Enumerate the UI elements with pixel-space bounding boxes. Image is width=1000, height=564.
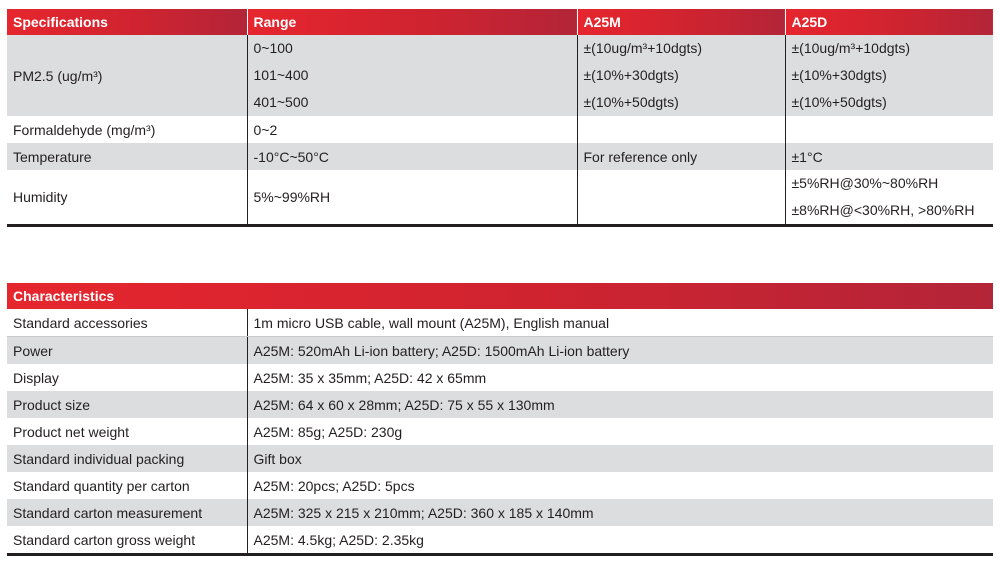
- characteristics-table: [7, 283, 993, 556]
- char-value: A25M: 85g; A25D: 230g: [247, 418, 993, 445]
- spec-row-pm25: [7, 35, 993, 116]
- char-label: Power: [7, 337, 247, 365]
- char-row-net-weight: [7, 418, 993, 445]
- spec-a25m-formaldehyde: [577, 116, 785, 143]
- spec-row-formaldehyde: [7, 116, 993, 143]
- spec-label-temperature: Temperature: [7, 143, 247, 170]
- spec-range-temperature: -10°C~50°C: [247, 143, 577, 170]
- char-label: Standard accessories: [7, 309, 247, 337]
- char-row-gross-weight: [7, 526, 993, 555]
- range-value: 401~500: [253, 94, 309, 110]
- char-value: A25M: 20pcs; A25D: 5pcs: [247, 472, 993, 499]
- char-value: A25M: 35 x 35mm; A25D: 42 x 65mm: [247, 364, 993, 391]
- specifications-header-row: [7, 9, 993, 35]
- spec-a25m-humidity: [577, 170, 785, 226]
- char-label: Standard individual packing: [7, 445, 247, 472]
- spec-label-pm25: PM2.5 (ug/m³): [7, 35, 247, 116]
- accuracy-value: ±(10ug/m³+10dgts): [583, 40, 703, 56]
- char-value: A25M: 520mAh Li-ion battery; A25D: 1500mAh Li-ion battery: [247, 337, 993, 365]
- char-label: Product net weight: [7, 418, 247, 445]
- header-a25d: A25D: [785, 9, 993, 35]
- accuracy-value: ±(10%+30dgts): [791, 67, 887, 83]
- spec-row-humidity: [7, 170, 993, 226]
- char-row-power: [7, 337, 993, 365]
- spec-a25d-formaldehyde: [785, 116, 993, 143]
- spec-a25d-humidity: [785, 170, 993, 226]
- header-range: Range: [247, 9, 577, 35]
- accuracy-value: ±(10%+30dgts): [583, 67, 679, 83]
- char-label: Product size: [7, 391, 247, 418]
- accuracy-value: ±8%RH@<30%RH, >80%RH: [791, 202, 975, 218]
- spec-range-pm25: [247, 35, 577, 116]
- char-label: Standard carton gross weight: [7, 526, 247, 555]
- char-row-carton-measurement: [7, 499, 993, 526]
- accuracy-value: ±(10%+50dgts): [583, 94, 679, 110]
- char-label: Standard carton measurement: [7, 499, 247, 526]
- spec-a25m-pm25: [577, 35, 785, 116]
- header-characteristics: Characteristics: [7, 283, 993, 309]
- spec-label-formaldehyde: Formaldehyde (mg/m³): [7, 116, 247, 143]
- char-row-quantity: [7, 472, 993, 499]
- spec-range-formaldehyde: 0~2: [247, 116, 577, 143]
- accuracy-value: ±(10ug/m³+10dgts): [791, 40, 911, 56]
- accuracy-value: ±5%RH@30%~80%RH: [791, 175, 939, 191]
- header-a25m: A25M: [577, 9, 785, 35]
- spec-row-temperature: [7, 143, 993, 170]
- char-row-packing: [7, 445, 993, 472]
- char-value: A25M: 64 x 60 x 28mm; A25D: 75 x 55 x 130mm: [247, 391, 993, 418]
- accuracy-value: ±(10%+50dgts): [791, 94, 887, 110]
- char-label: Display: [7, 364, 247, 391]
- spec-a25d-pm25: [785, 35, 993, 116]
- specifications-table: [7, 9, 993, 227]
- range-value: 0~100: [253, 40, 293, 56]
- header-specifications: Specifications: [7, 9, 247, 35]
- range-value: 101~400: [253, 67, 309, 83]
- spec-a25d-temperature: ±1°C: [785, 143, 993, 170]
- char-label: Standard quantity per carton: [7, 472, 247, 499]
- char-value: Gift box: [247, 445, 993, 472]
- spec-a25m-temperature: For reference only: [577, 143, 785, 170]
- char-row-accessories: [7, 309, 993, 337]
- spec-range-humidity: 5%~99%RH: [247, 170, 577, 226]
- characteristics-header-row: [7, 283, 993, 309]
- char-row-display: [7, 364, 993, 391]
- char-value: A25M: 4.5kg; A25D: 2.35kg: [247, 526, 993, 555]
- char-value: 1m micro USB cable, wall mount (A25M), English manual: [247, 309, 993, 337]
- char-row-product-size: [7, 391, 993, 418]
- spec-label-humidity: Humidity: [7, 170, 247, 226]
- char-value: A25M: 325 x 215 x 210mm; A25D: 360 x 185 x 140mm: [247, 499, 993, 526]
